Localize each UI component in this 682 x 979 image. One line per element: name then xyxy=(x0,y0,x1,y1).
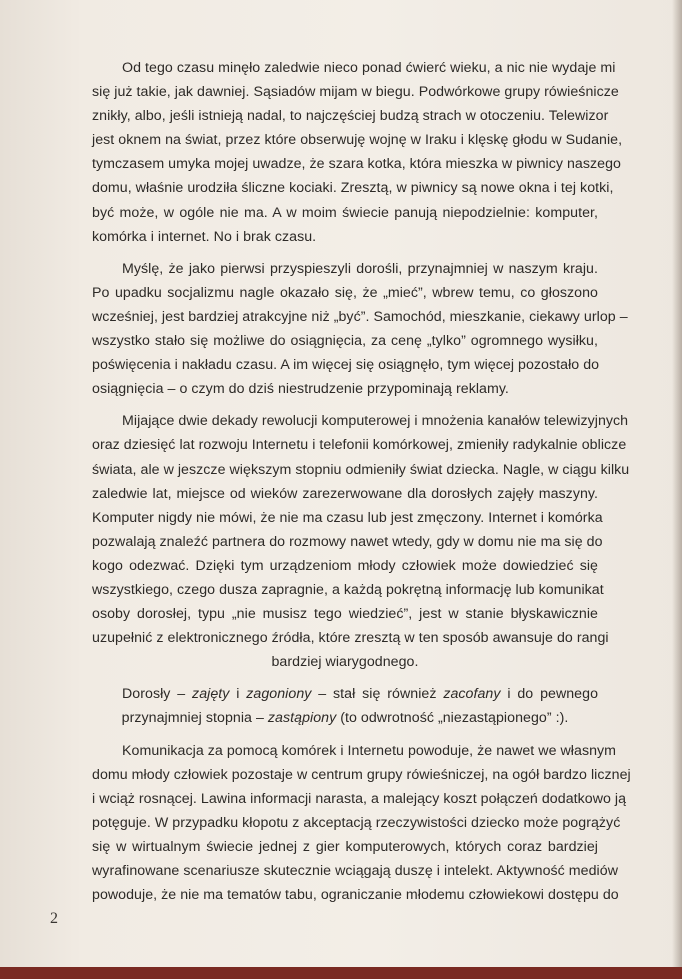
italic-segment: zajęty xyxy=(192,686,230,703)
text-line: się już takie, jak dawniej. Sąsiadów mijam w biegu. Podwórkowe grupy rówieśnicze xyxy=(92,84,619,101)
text-line: Mijające dwie dekady rewolucji komputerowej i mnożenia kanałów telewizyjnych xyxy=(122,413,629,430)
text-line: domu, właśnie urodziła śliczne kociaki. Zresztą, w piwnicy są nowe okna i tej kotki, xyxy=(92,180,614,197)
text-line: Komputer nigdy nie mówi, że nie ma czasu lub jest zmęczony. Internet i komórka xyxy=(92,509,603,526)
text-line xyxy=(62,706,598,730)
text-segment: przynajmniej stopnia – xyxy=(121,710,268,727)
text-line: wszystkiego, czego dusza zapragnie, a każdą pokrętną informację lub komunikat xyxy=(92,581,604,598)
text-line: uzupełnić z elektronicznego źródła, które zresztą w ten sposób awansuje do rangi xyxy=(92,630,609,647)
text-line: domu młody człowiek pozostaje w centrum grupy rówieśniczej, na ogół bardzo licznej xyxy=(92,766,631,783)
text-line: jest oknem na świat, przez które obserwuję wojnę w Iraku i klęskę głodu w Sudanie, xyxy=(92,132,623,149)
italic-segment: zagoniony xyxy=(246,686,312,703)
text-line: Od tego czasu minęło zaledwie nieco ponad ćwierć wieku, a nic nie wydaje mi xyxy=(122,60,616,76)
text-line: osiągnięcia – o czym do dziś niestrudzenie przypominają reklamy. xyxy=(92,381,509,398)
text-line xyxy=(62,682,598,706)
text-line: Myślę, że jako pierwsi przyspieszyli dorośli, przynajmniej w naszym kraju. xyxy=(122,260,598,277)
text-line: wcześniej, jest bardziej atrakcyjne niż „być”. Samochód, mieszkanie, ciekawy urlop – xyxy=(92,308,628,325)
text-line: znikły, albo, jeśli istnieją nadal, to najczęściej budzą strach w otoczeniu. Telewizor xyxy=(92,108,609,125)
body-text xyxy=(62,56,631,915)
text-line: i wciąż rosnącej. Lawina informacji narasta, a malejący koszt połączeń dodatkowo ją xyxy=(92,790,627,807)
page-edge-shadow xyxy=(672,0,682,979)
text-line: wyrafinowane scenariusze skutecznie wciągają duszę i intelekt. Aktywność mediów xyxy=(92,863,618,879)
text-segment: i do pewnego xyxy=(500,686,599,703)
text-line: potęguje. W przypadku kłopotu z akceptacją rzeczywistości dziecko może pogrążyć xyxy=(92,814,621,831)
text-line: poświęcenia i nakładu czasu. A im więcej się osiągnęło, tym więcej pozostało do xyxy=(92,357,600,374)
paragraph-2 xyxy=(62,257,628,402)
italic-segment: zastąpiony xyxy=(267,710,337,727)
text-line: bardziej wiarygodnego. xyxy=(271,654,419,671)
text-segment: – stał się również xyxy=(311,686,444,703)
text-line: komórka i internet. No i brak czasu. xyxy=(92,228,317,245)
text-segment: Dorosły – xyxy=(122,686,193,703)
text-segment: (to odwrotność „niezastąpionego” :). xyxy=(336,710,569,727)
text-line: oraz dziesięć lat rozwoju Internetu i telefonii komórkowej, zmieniły radykalnie oblicze xyxy=(92,437,627,454)
text-segment: i xyxy=(229,686,247,703)
text-line: kogo odezwać. Dzięki tym urządzeniom młody człowiek może dowiedzieć się xyxy=(92,557,598,574)
italic-segment: zacofany xyxy=(443,686,501,703)
text-line: pozwalają znaleźć partnera do rozmowy nawet wtedy, gdy w domu nie ma się do xyxy=(92,533,603,550)
text-line: tymczasem umyka mojej uwadze, że szara kotka, która mieszka w piwnicy naszego xyxy=(92,156,621,173)
paragraph-5 xyxy=(62,739,631,908)
text-line: być może, w ogóle nie ma. A w moim świecie panują niepodzielnie: komputer, xyxy=(92,204,598,221)
paragraph-3 xyxy=(62,409,630,674)
text-line: świata, ale w jeszcze większym stopniu odmieniły świat dziecka. Nagle, w ciągu kilku xyxy=(92,461,630,478)
text-line: Komunikacja za pomocą komórek i Internetu powoduje, że nawet we własnym xyxy=(122,742,617,759)
paragraph-1 xyxy=(62,56,623,249)
text-line: wszystko stało się możliwe do osiągnięcia, za cenę „tylko” ogromnego wysiłku, xyxy=(92,333,598,350)
page-number: 2 xyxy=(50,910,58,927)
text-line: powoduje, że nie ma tematów tabu, ograniczanie młodemu człowiekowi dostępu do xyxy=(92,887,619,904)
text-line: osoby dorosłej, typu „nie musisz tego wiedzieć”, jest w stanie błyskawicznie xyxy=(92,606,598,623)
text-line: Po upadku socjalizmu nagle okazało się, że „mieć”, wbrew temu, co głoszono xyxy=(92,284,598,301)
desk-surface xyxy=(0,967,682,979)
paragraph-4 xyxy=(62,682,598,730)
text-line: się w wirtualnym świecie jednej z gier komputerowych, których coraz bardziej xyxy=(92,838,598,855)
text-line: zaledwie lat, miejsce od wieków zarezerwowane dla dorosłych zajęły maszyny. xyxy=(92,485,598,502)
